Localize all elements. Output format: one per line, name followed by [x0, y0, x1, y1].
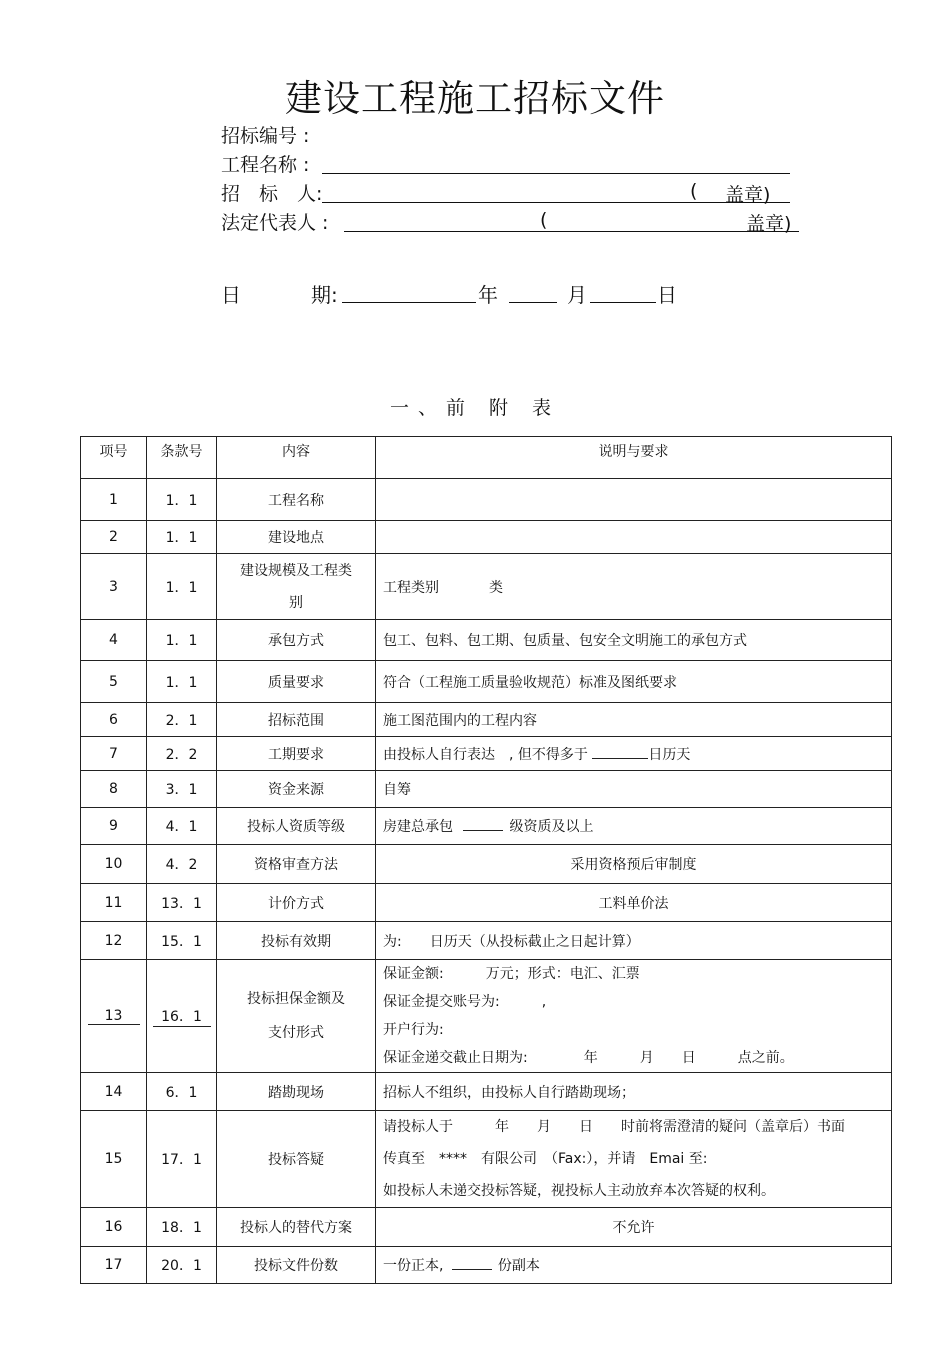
- row-no-text: 13: [88, 1008, 140, 1025]
- row-clause: 1．1: [147, 661, 217, 703]
- row-desc-line: 传真至 **** 有限公司 （Fax:），并请 Emai 至:: [383, 1151, 708, 1167]
- date-label-qi: 期:: [311, 283, 338, 307]
- table-row: [81, 960, 892, 1073]
- row-no: 2: [81, 521, 147, 554]
- row-desc: 包工、包料、包工期、包质量、包安全文明施工的承包方式: [376, 620, 892, 661]
- row-desc-part: 类: [489, 579, 503, 596]
- table-row: [81, 771, 892, 808]
- row-clause: 1．1: [147, 479, 217, 521]
- header-content: 内容: [217, 437, 376, 479]
- table-row: [81, 884, 892, 922]
- row-desc: [376, 1111, 892, 1208]
- row-clause: 1．1: [147, 554, 217, 620]
- table-row: [81, 661, 892, 703]
- row-clause: 2．1: [147, 703, 217, 737]
- row-desc: 符合（工程施工质量验收规范）标准及图纸要求: [376, 661, 892, 703]
- section-title: 一、前 附 表: [389, 397, 561, 419]
- row-desc: [376, 737, 892, 771]
- row-clause: 1．1: [147, 620, 217, 661]
- project-name-label: 工程名称 :: [221, 154, 310, 176]
- table-row: [81, 554, 892, 620]
- row-content: [217, 554, 376, 620]
- row-clause-text: 16．1: [153, 1006, 211, 1027]
- attachment-table: [80, 436, 892, 1284]
- row-content: 投标有效期: [217, 922, 376, 960]
- year-label: 年: [478, 283, 498, 307]
- row-desc: [376, 521, 892, 554]
- row-desc: 招标人不组织，由投标人自行踏勘现场；: [376, 1073, 892, 1111]
- row-content-line: 建设规模及工程类: [240, 562, 352, 579]
- row-clause: 6．1: [147, 1073, 217, 1111]
- day-blank: [590, 302, 656, 303]
- row-desc-line: 保证金额: 万元；形式：电汇、汇票: [383, 966, 640, 982]
- document-title: 建设工程施工招标文件: [285, 77, 665, 120]
- row-clause: 20．1: [147, 1247, 217, 1284]
- row-clause: 13．1: [147, 884, 217, 922]
- row-desc: 采用资格预后审制度: [376, 845, 892, 884]
- row-clause: 4．2: [147, 845, 217, 884]
- row-desc-part: 工程类别: [383, 579, 439, 596]
- table-row: [81, 1073, 892, 1111]
- row-desc: 工料单价法: [376, 884, 892, 922]
- row-content: 资金来源: [217, 771, 376, 808]
- row-content: 资格审查方法: [217, 845, 376, 884]
- row-content: 质量要求: [217, 661, 376, 703]
- header-description: 说明与要求: [376, 437, 892, 479]
- row-clause: 17．1: [147, 1111, 217, 1208]
- table-row: [81, 703, 892, 737]
- row-clause: 15．1: [147, 922, 217, 960]
- row-content: 投标文件份数: [217, 1247, 376, 1284]
- tenderer-seal-open: (: [690, 180, 698, 202]
- date-label-day: 日: [221, 283, 241, 307]
- row-desc: [376, 479, 892, 521]
- row-clause: [147, 960, 217, 1073]
- row-clause: 4．1: [147, 808, 217, 845]
- legal-rep-line: [344, 231, 799, 232]
- table-row: [81, 1208, 892, 1247]
- row-desc: 为: 日历天（从投标截止之日起计算）: [376, 922, 892, 960]
- row-clause: 1．1: [147, 521, 217, 554]
- year-blank: [342, 302, 476, 303]
- row-desc: 不允许: [376, 1208, 892, 1247]
- row-no: [81, 960, 147, 1073]
- legal-rep-label: 法定代表人 :: [221, 212, 329, 234]
- row-content: 投标答疑: [217, 1111, 376, 1208]
- row-desc-line: 保证金递交截止日期为: 年 月 日 点之前。: [383, 1050, 794, 1066]
- row-desc: [376, 808, 892, 845]
- row-desc-part: 级资质及以上: [509, 819, 594, 835]
- header-clause-no: 条款号: [147, 437, 217, 479]
- row-desc-line: 如投标人未递交投标答疑，视投标人主动放弃本次答疑的权利。: [383, 1183, 775, 1199]
- row-no: 16: [81, 1208, 147, 1247]
- row-desc: [376, 1247, 892, 1284]
- row-content: 工期要求: [217, 737, 376, 771]
- row-no: 8: [81, 771, 147, 808]
- table-row: [81, 620, 892, 661]
- table-header-row: [81, 437, 892, 479]
- blank-underline: [463, 818, 503, 831]
- blank-underline: [592, 746, 648, 759]
- row-desc-part: 一份正本,: [383, 1258, 444, 1274]
- row-clause: 3．1: [147, 771, 217, 808]
- row-no: 3: [81, 554, 147, 620]
- row-no: 10: [81, 845, 147, 884]
- legal-rep-seal-text: 盖章): [746, 213, 792, 235]
- row-content: 工程名称: [217, 479, 376, 521]
- row-no: 7: [81, 737, 147, 771]
- blank-underline: [452, 1257, 492, 1270]
- row-no: 14: [81, 1073, 147, 1111]
- row-no: 11: [81, 884, 147, 922]
- row-content: 投标人资质等级: [217, 808, 376, 845]
- bid-no-label: 招标编号 :: [221, 125, 310, 147]
- row-desc: 自筹: [376, 771, 892, 808]
- row-content: 建设地点: [217, 521, 376, 554]
- row-no: 6: [81, 703, 147, 737]
- row-no: 4: [81, 620, 147, 661]
- row-desc: 施工图范围内的工程内容: [376, 703, 892, 737]
- tenderer-line: [322, 202, 790, 203]
- row-content-line: 别: [289, 594, 303, 611]
- row-desc-part: 日历天: [648, 746, 691, 763]
- month-label: 月: [567, 283, 587, 307]
- day-label: 日: [657, 283, 677, 307]
- table-row: [81, 521, 892, 554]
- row-content: 承包方式: [217, 620, 376, 661]
- row-desc-line: 开户行为:: [383, 1022, 444, 1038]
- row-clause: 18．1: [147, 1208, 217, 1247]
- tenderer-label: 招 标 人:: [221, 183, 323, 205]
- row-no: 1: [81, 479, 147, 521]
- row-desc-line: 请投标人于 年 月 日 时前将需澄清的疑问（盖章后）书面: [383, 1119, 845, 1135]
- row-desc-line: 保证金提交账号为: ,: [383, 994, 547, 1010]
- tenderer-seal-text: 盖章): [725, 184, 771, 206]
- table-row: [81, 808, 892, 845]
- row-content: 投标人的替代方案: [217, 1208, 376, 1247]
- row-desc-part: 由投标人自行表达 , 但不得多于: [383, 746, 588, 763]
- table-row: [81, 1111, 892, 1208]
- legal-rep-seal-open: (: [540, 209, 548, 231]
- row-content: 计价方式: [217, 884, 376, 922]
- row-no: 12: [81, 922, 147, 960]
- row-no: 17: [81, 1247, 147, 1284]
- row-clause: 2．2: [147, 737, 217, 771]
- table-row: [81, 737, 892, 771]
- row-desc-part: 份副本: [497, 1258, 540, 1274]
- row-desc: [376, 554, 892, 620]
- row-content: [217, 960, 376, 1073]
- month-blank: [509, 302, 557, 303]
- row-no: 5: [81, 661, 147, 703]
- table-row: [81, 845, 892, 884]
- table-row: [81, 922, 892, 960]
- project-name-line: [322, 173, 790, 174]
- row-no: 9: [81, 808, 147, 845]
- row-desc-part: 房建总承包: [383, 819, 453, 835]
- row-no: 15: [81, 1111, 147, 1208]
- table-row: [81, 1247, 892, 1284]
- row-content-line: 投标担保金额及: [247, 991, 345, 1007]
- table-row: [81, 479, 892, 521]
- header-item-no: 项号: [81, 437, 147, 479]
- row-content: 踏勘现场: [217, 1073, 376, 1111]
- row-content: 招标范围: [217, 703, 376, 737]
- row-desc: [376, 960, 892, 1073]
- row-content-line: 支付形式: [268, 1025, 324, 1041]
